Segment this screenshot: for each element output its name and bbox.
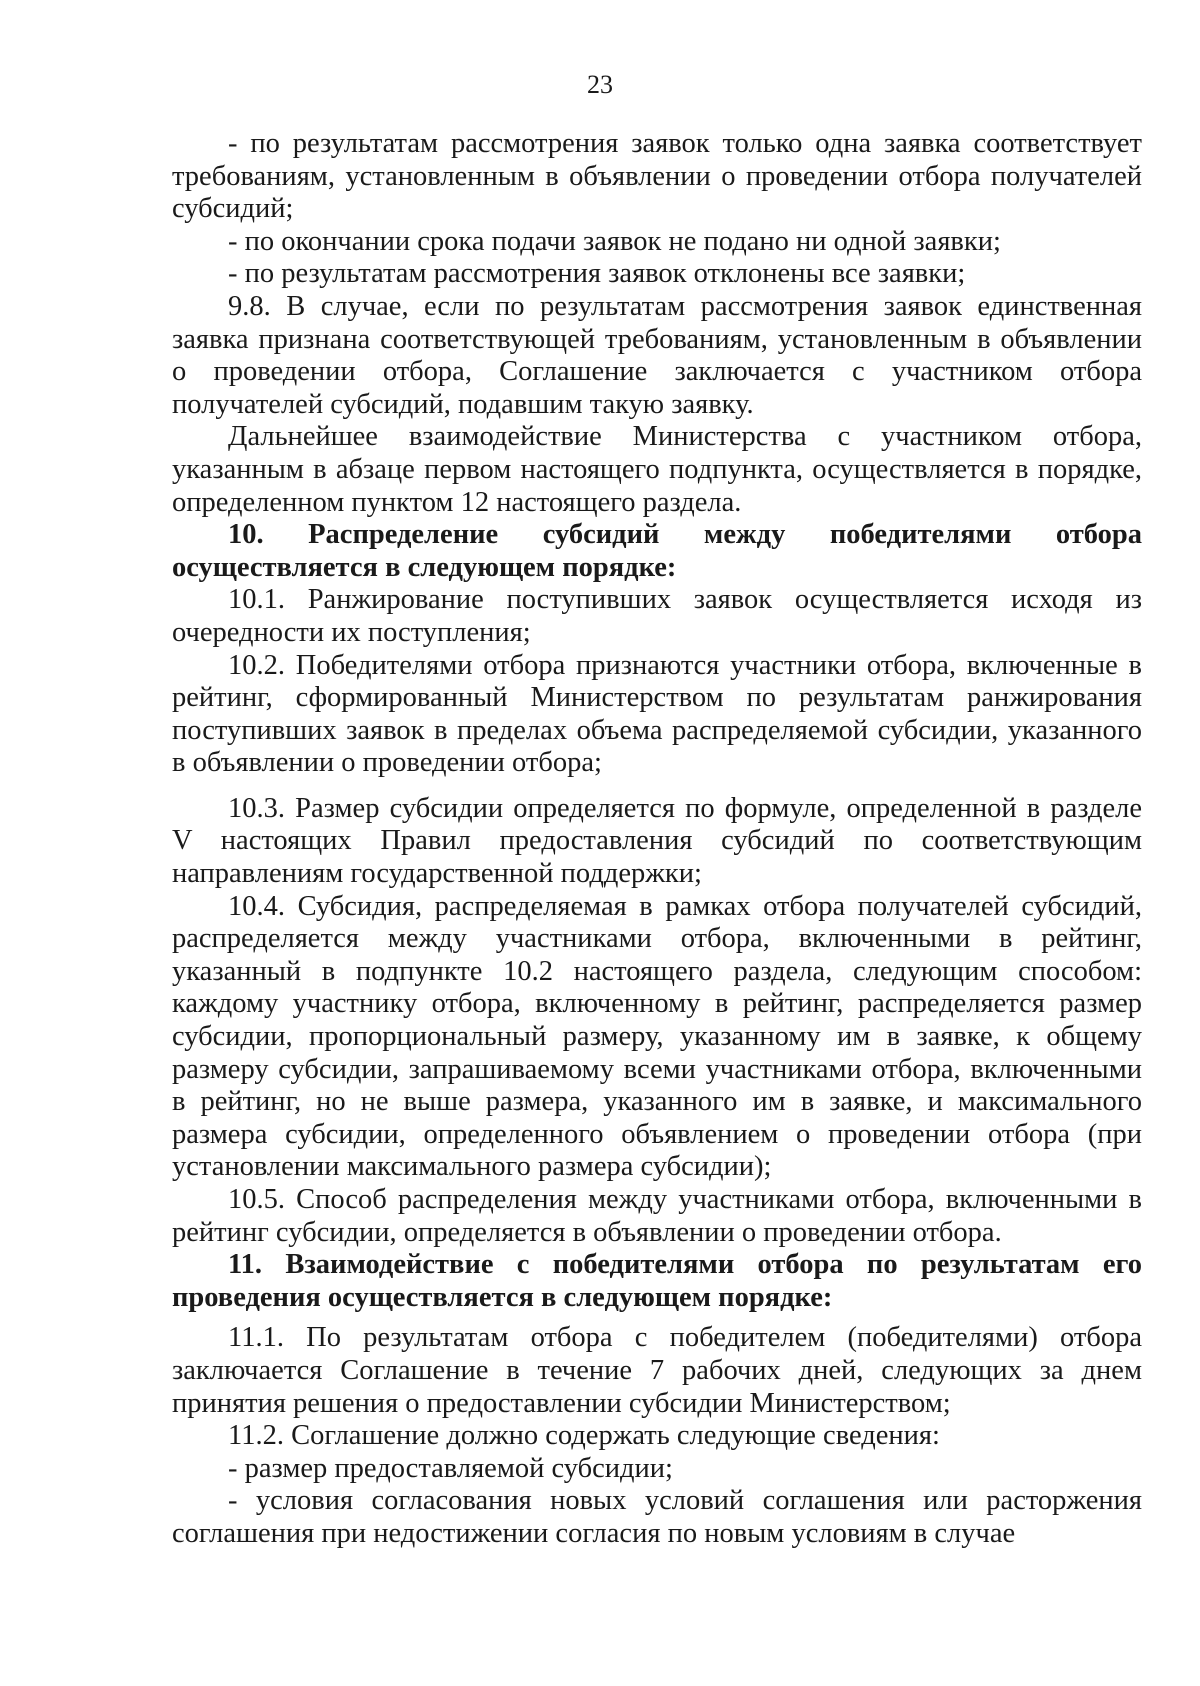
clause-10-3: 10.3. Размер субсидии определяется по формуле, определенной в разделе V настоящих Правил предоставления субсидий по соответствующим направлениям государственной поддержки; — [172, 792, 1142, 890]
clause-11-2: 11.2. Соглашение должно содержать следующие сведения: — [228, 1420, 940, 1452]
section-heading-10: 10. Распределение субсидий между победителями отбора осуществляется в следующем порядке: — [172, 519, 1142, 583]
clause-10-1: 10.1. Ранжирование поступивших заявок осуществляется исходя из очередности их поступления; — [172, 584, 1142, 648]
clause-9-8: 9.8. В случае, если по результатам рассмотрения заявок единственная заявка признана соответствующей требованиям, установленным в объявлении о проведении отбора, Соглашение заключается с участником отбора получателей субсидий, подавшим такую заявку. — [172, 290, 1142, 420]
list-item: - по окончании срока подачи заявок не подано ни одной заявки; — [228, 225, 1001, 257]
clause-10-2: 10.2. Победителями отбора признаются участники отбора, включенные в рейтинг, сформированный Министерством по результатам ранжирования поступивших заявок в пределах объема распределяемой субсидии, указанного в объявлении о проведении отбора; — [172, 649, 1142, 779]
list-item: - размер предоставляемой субсидии; — [228, 1452, 673, 1484]
list-item: - по результатам рассмотрения заявок отклонены все заявки; — [228, 258, 966, 290]
list-item: - условия согласования новых условий соглашения или расторжения соглашения при недостижении согласия по новым условиям в случае — [172, 1485, 1142, 1549]
clause-11-1: 11.1. По результатам отбора с победителем (победителями) отбора заключается Соглашение в течение 7 рабочих дней, следующих за днем принятия решения о предоставлении субсидии Министерством; — [172, 1322, 1142, 1419]
clause-10-5: 10.5. Способ распределения между участниками отбора, включенными в рейтинг субсидии, определяется в объявлении о проведении отбора. — [172, 1184, 1142, 1248]
list-item: - по результатам рассмотрения заявок только одна заявка соответствует требованиям, установленным в объявлении о проведении отбора получателей субсидий; — [172, 128, 1142, 225]
section-heading-11: 11. Взаимодействие с победителями отбора по результатам его проведения осуществляется в следующем порядке: — [172, 1249, 1142, 1313]
paragraph: Дальнейшее взаимодействие Министерства с участником отбора, указанным в абзаце первом настоящего подпункта, осуществляется в порядке, определенном пунктом 12 настоящего раздела. — [172, 421, 1142, 518]
document-body — [172, 128, 1142, 1551]
clause-10-4: 10.4. Субсидия, распределяемая в рамках отбора получателей субсидий, распределяется между участниками отбора, включенными в рейтинг, указанный в подпункте 10.2 настоящего раздела, следующим способом: каждому участнику отбора, включенному в рейтинг, распределяется размер субсидии, пропорциональный размеру, указанному им в заявке, к общему размеру субсидии, запрашиваемому всеми участниками отбора, включенными в рейтинг, но не выше размера, указанного им в заявке, и максимального размера субсидии, определенного объявлением о проведении отбора (при установлении максимального размера субсидии); — [172, 890, 1142, 1183]
page-number: 23 — [587, 70, 613, 99]
